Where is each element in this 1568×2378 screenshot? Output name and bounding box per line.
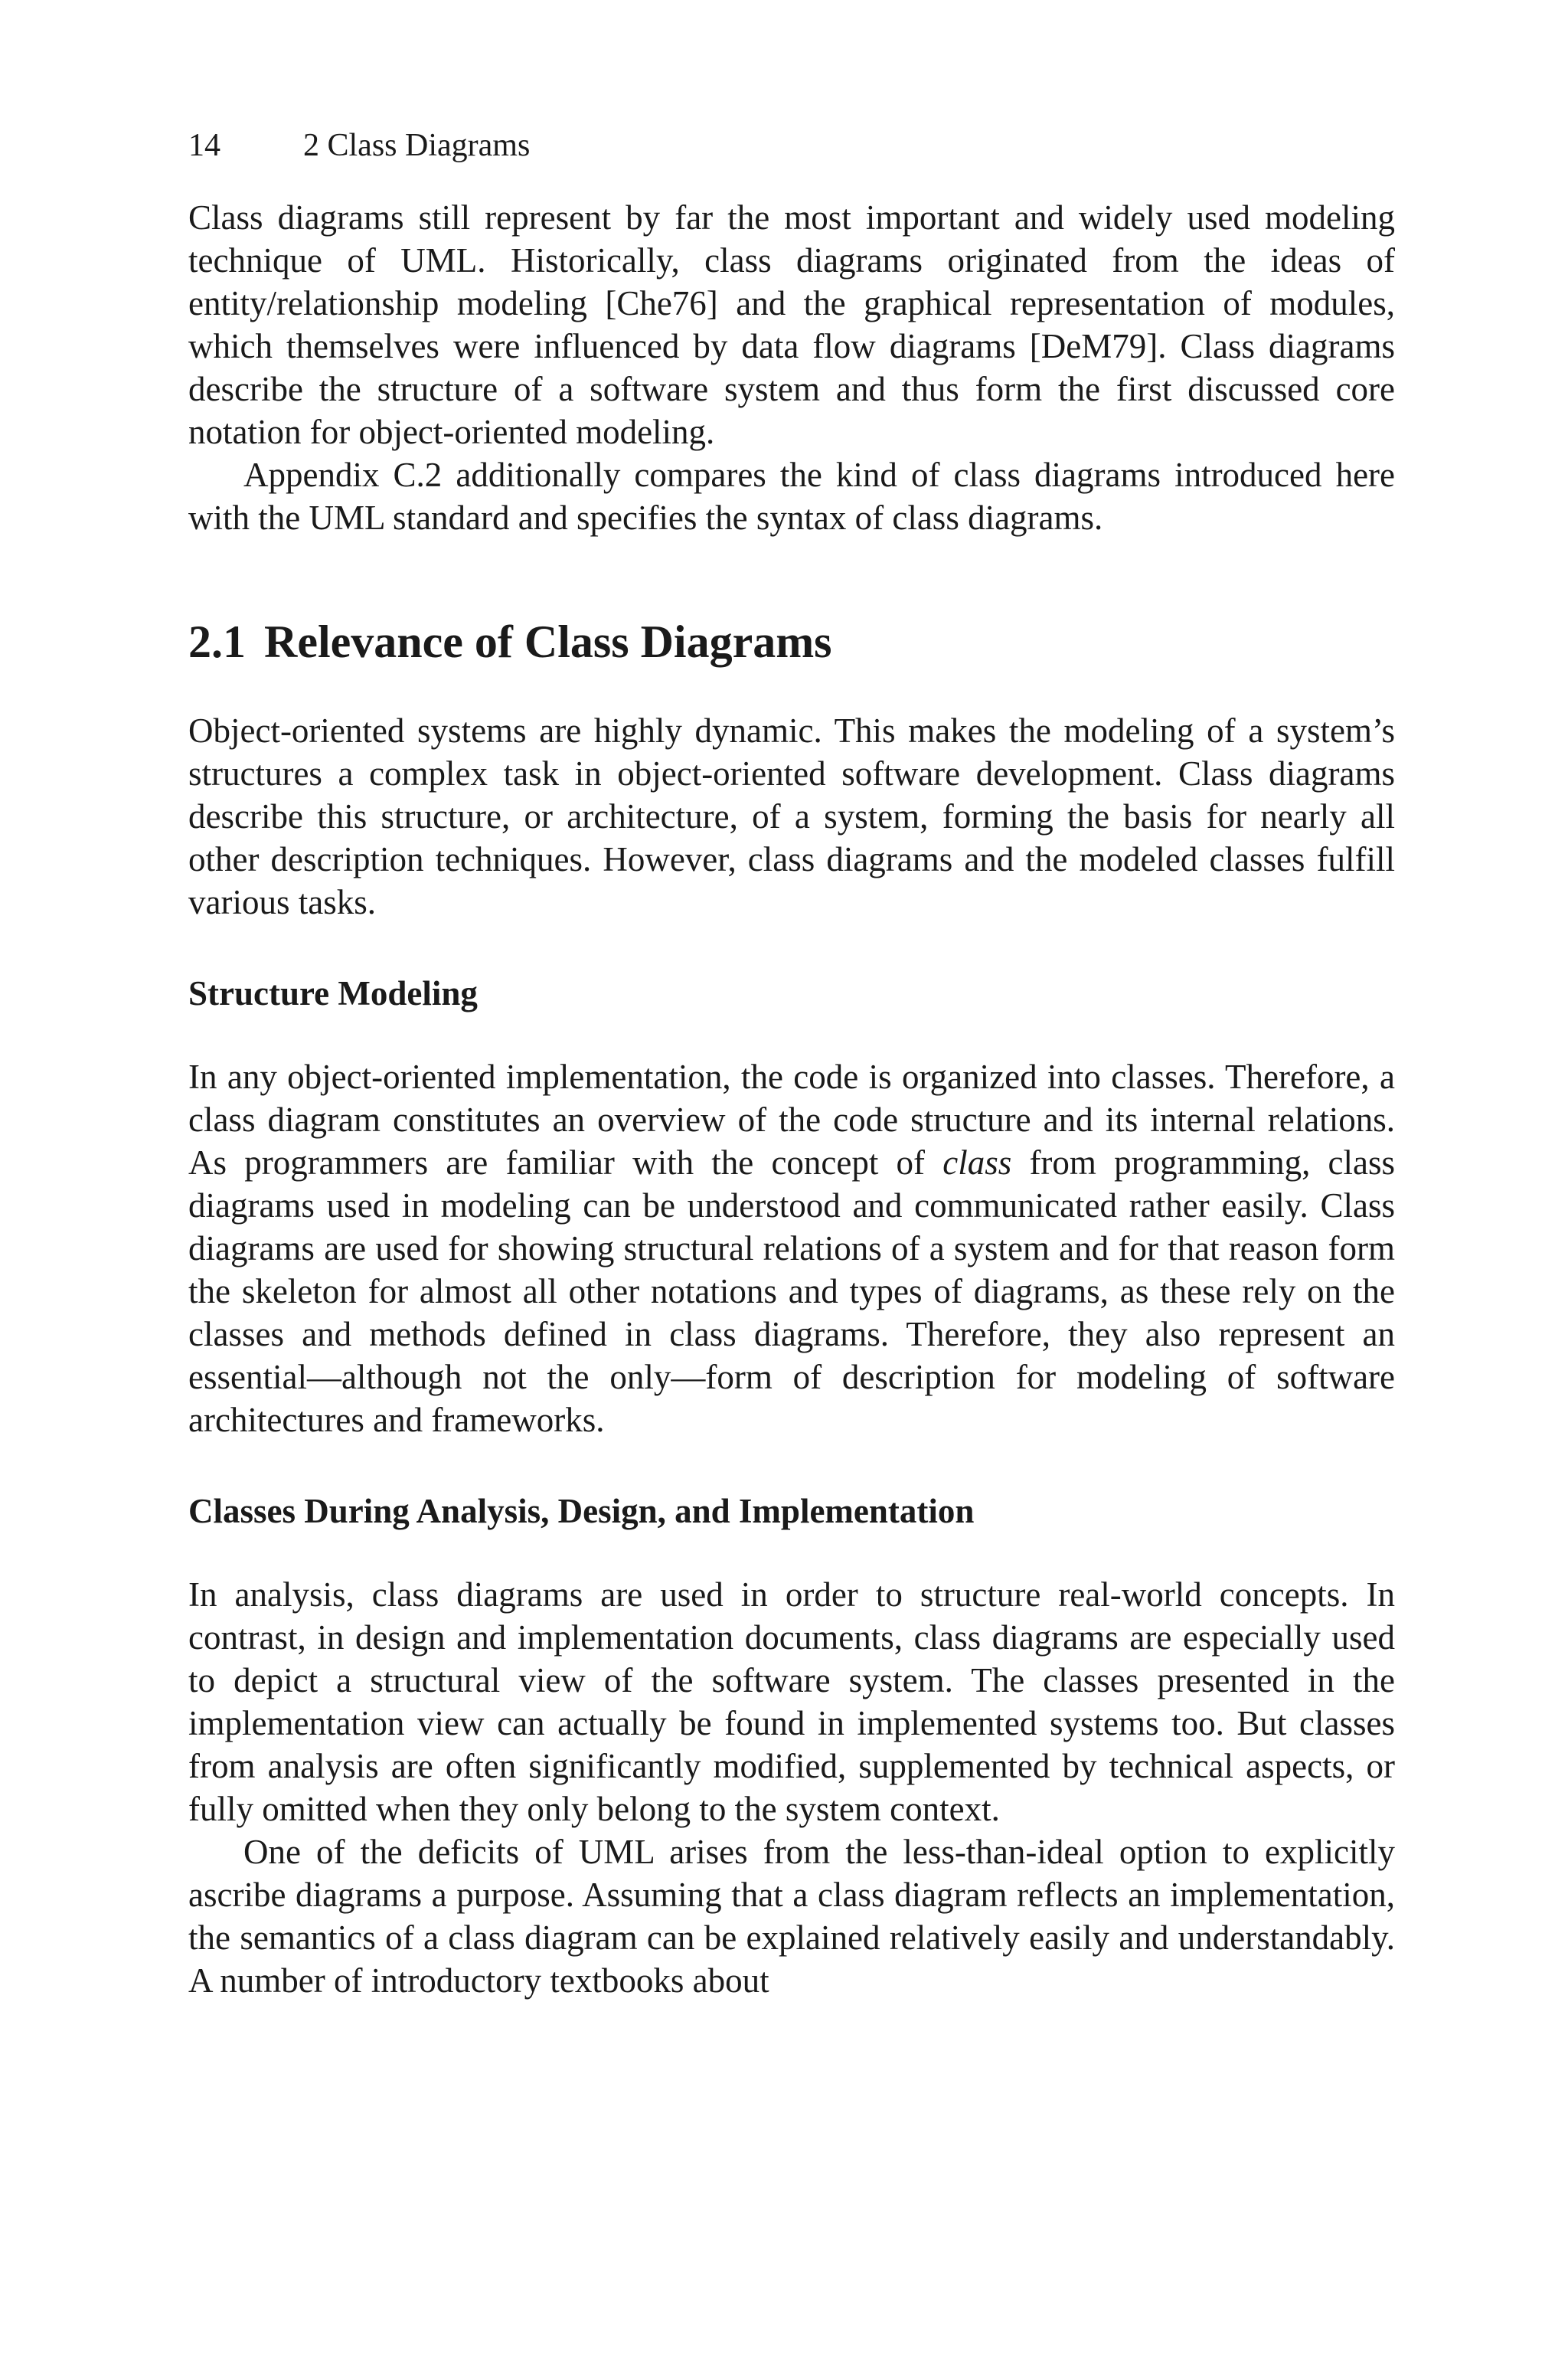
page-content — [188, 123, 1395, 2002]
intro-paragraph-2: Appendix C.2 additionally compares the kind of class diagrams introduced here with the UML standard and specifies the syntax of class diagrams. — [188, 456, 1395, 537]
section-heading — [188, 614, 1395, 669]
section-title: Relevance of Class Diagrams — [264, 617, 832, 667]
structure-modeling-text-1: In any object-oriented implementation, the code is organized into classes. Therefore, a class diagram constitutes an overview of the code structure and its internal relations. As programmers are familiar with the concept of — [188, 1058, 1395, 1182]
structure-modeling-text-2: from programming, class diagrams used in modeling can be understood and communicated rather easily. Class diagrams are used for showing structural relations of a system and for that reason form the skeleton for almost all other notations and types of diagrams, as these rely on the classes and methods defined in class diagrams. Therefore, they also represent an essential—although not the only—form of description for modeling of software architectures and frameworks. — [188, 1143, 1395, 1439]
intro-paragraph-1: Class diagrams still represent by far the most important and widely used modeling technique of UML. Historically, class diagrams originated from the ideas of entity/relationship modeling [Che76] and the graphical representation of modules, which themselves were influenced by data flow diagrams [DeM79]. Class diagrams describe the structure of a software system and thus form the first discussed core notation for object-oriented modeling. — [188, 198, 1395, 451]
running-head — [188, 123, 1395, 168]
subheading-classes-during: Classes During Analysis, Design, and Implementation — [188, 1492, 975, 1530]
section-number: 2.1 — [188, 617, 246, 667]
chapter-title: 2 Class Diagrams — [303, 128, 531, 163]
classes-during-paragraph-2: One of the deficits of UML arises from the less-than-ideal option to explicitly ascribe diagrams a purpose. Assuming that a class diagram reflects an implementation, the semantics of a class diagram can be explained relatively easily and understandably. A number of introductory textbooks about — [188, 1833, 1395, 2000]
emphasis-class: class — [942, 1143, 1012, 1182]
structure-modeling-paragraph — [188, 1055, 1395, 1441]
section-paragraph-1: Object-oriented systems are highly dynamic. This makes the modeling of a system’s structures a complex task in object-oriented software development. Class diagrams describe this structure, or architecture, of a system, forming the basis for nearly all other description techniques. However, class diagrams and the modeled classes fulfill various tasks. — [188, 711, 1395, 921]
page-number: 14 — [188, 128, 220, 163]
subheading-structure-modeling: Structure Modeling — [188, 974, 478, 1012]
classes-during-paragraph-1: In analysis, class diagrams are used in order to structure real-world concepts. In contrast, in design and implementation documents, class diagrams are especially used to depict a structural view of the software system. The classes presented in the implementation view can actually be found in implemented systems too. But classes from analysis are often significantly modified, supplemented by technical aspects, or fully omitted when they only belong to the system context. — [188, 1575, 1395, 1828]
